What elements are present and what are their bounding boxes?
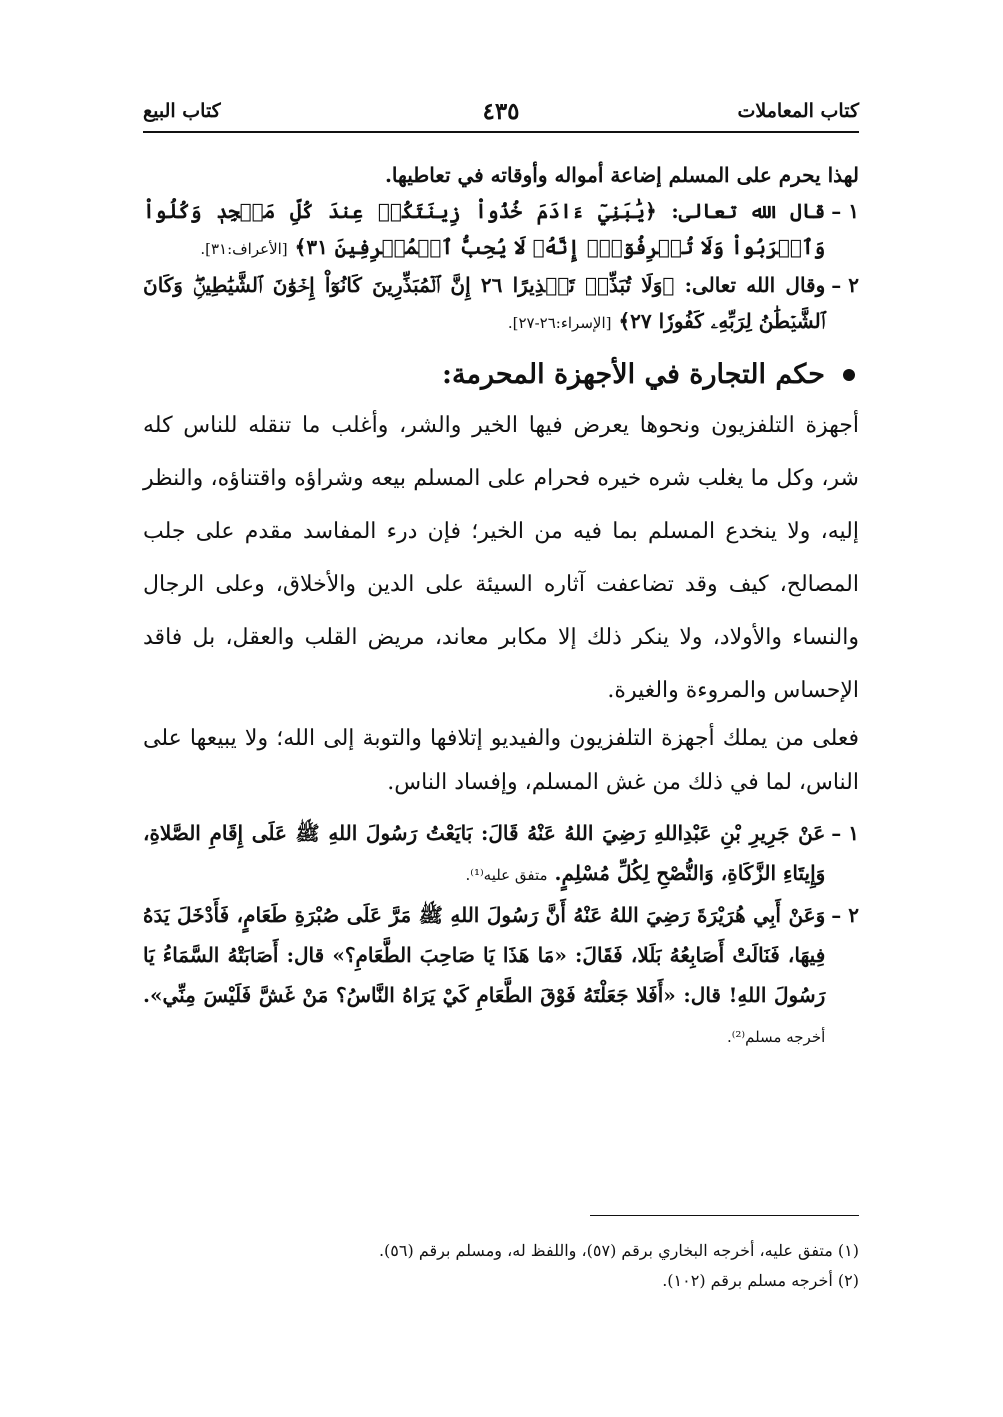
body-paragraph: أجهزة التلفزيون ونحوها يعرض فيها الخير والشر، وأغلب ما تنقله للناس كله شر، وكل ما يغلب شره خيره فحرام على المسلم بيعه وشراؤه واقتناؤه، والنظر إليه، ولا ينخدع المسلم بما فيه من الخير؛ فإن درء المفاسد مقدم على جلب المصالح، كيف وقد تضاعفت آثاره السيئة على الدين والأخلاق، وعلى الرجال والنساء والأولاد، ولا ينكر ذلك إلا مكابر معاند، مريض القلب والعقل، بل فاقد الإحساس والمروءة والغيرة. — [143, 413, 859, 703]
section-heading-text: حكم التجارة في الأجهزة المحرمة: — [442, 359, 825, 390]
header-book-title: كتاب المعاملات — [737, 100, 859, 122]
verse-reference: [الإسراء:٢٦-٢٧]. — [507, 314, 612, 332]
header-divider — [143, 131, 859, 133]
hadith-text: وَعَنْ أَبِي هُرَيْرَةَ رَضِيَ اللهُ عَنْهُ أَنَّ رَسُولَ اللهِ ﷺ مَرَّ عَلَى صُبْرَةِ طَعَامٍ، فَأَدْخَلَ يَدَهُ فِيهَا، فَنَالَتْ أَصَابِعُهُ بَلَلا، فَقَالَ: «مَا هَذَا يَا صَاحِبَ الطَّعَامِ؟» قال: أَصَابَتْهُ السَّمَاءُ يَا رَسُولَ اللهِ! قال: «أَفَلا جَعَلْتَهُ فَوْقَ الطَّعَامِ كَيْ يَرَاهُ النَّاسُ؟ مَنْ غَشَّ فَلَيْسَ مِنِّي». — [143, 903, 826, 1007]
body-paragraph: فعلى من يملك أجهزة التلفزيون والفيديو إتلافها والتوبة إلى الله؛ ولا يبيعها على الناس، لما في ذلك من غش المسلم، وإفساد الناس. — [143, 726, 859, 795]
footnote-divider — [590, 1215, 859, 1216]
footnote: (١) متفق عليه، أخرجه البخاري برقم (٥٧)، واللفظ له، ومسلم برقم (٥٦). — [378, 1241, 859, 1260]
verse-number: ١ – — [831, 199, 859, 223]
verse-item — [143, 193, 859, 267]
hadith-item — [143, 895, 859, 1057]
section-heading — [143, 355, 859, 395]
verse-reference: [الأعراف:٣١]. — [200, 240, 288, 258]
hadith-number: ١ – — [831, 821, 859, 845]
verse-text: قال الله تعالى: ﴿يَٰبَنِيٓ ءَادَمَ خُذُواْ زِينَتَكُمۡ عِندَ كُلِّ مَسۡجِدٖ وَكُلُواْ وَٱشۡرَبُواْ وَلَا تُسۡرِفُوٓاْۚ إِنَّهُۥ لَا يُحِبُّ ٱلۡمُسۡرِفِينَ ٣١﴾ — [143, 199, 826, 259]
footnotes — [143, 1236, 859, 1296]
hadith-reference: أخرجه مسلم⁽²⁾. — [726, 1028, 826, 1046]
footnote: (٢) أخرجه مسلم برقم (١٠٢). — [662, 1271, 859, 1290]
verse-text: وقال الله تعالى: ﴿وَلَا تُبَذِّرۡ تَبۡذِيرًا ٢٦ إِنَّ ٱلۡمُبَذِّرِينَ كَانُوٓاْ إِخۡوَٰنَ ٱلشَّيَٰطِينِۖ وَكَانَ ٱلشَّيۡطَٰنُ لِرَبِّهِۦ كَفُورٗا ٢٧﴾ — [143, 273, 826, 333]
hadith-reference: متفق عليه⁽¹⁾. — [465, 866, 548, 884]
header-chapter-title: كتاب البيع — [143, 100, 221, 122]
intro-line: لهذا يحرم على المسلم إضاعة أمواله وأوقاته في تعاطيها. — [384, 163, 859, 187]
page-body — [143, 157, 859, 1057]
hadith-text: عَنْ جَرِيرِ بْنِ عَبْدِاللهِ رَضِيَ اللهُ عَنْهُ قَالَ: بَايَعْتُ رَسُولَ اللهِ ﷺ عَلَى إِقَامِ الصَّلاةِ، وَإِيتَاءِ الزَّكَاةِ، وَالنُّصْحِ لِكُلِّ مُسْلِمٍ. — [143, 821, 826, 885]
bullet-icon — [843, 369, 855, 381]
hadith-number: ٢ – — [831, 903, 859, 927]
verse-item — [143, 267, 859, 341]
running-header — [143, 100, 859, 130]
hadith-item — [143, 813, 859, 895]
verse-number: ٢ – — [831, 273, 859, 297]
page-number: ٤٣٥ — [482, 98, 520, 125]
